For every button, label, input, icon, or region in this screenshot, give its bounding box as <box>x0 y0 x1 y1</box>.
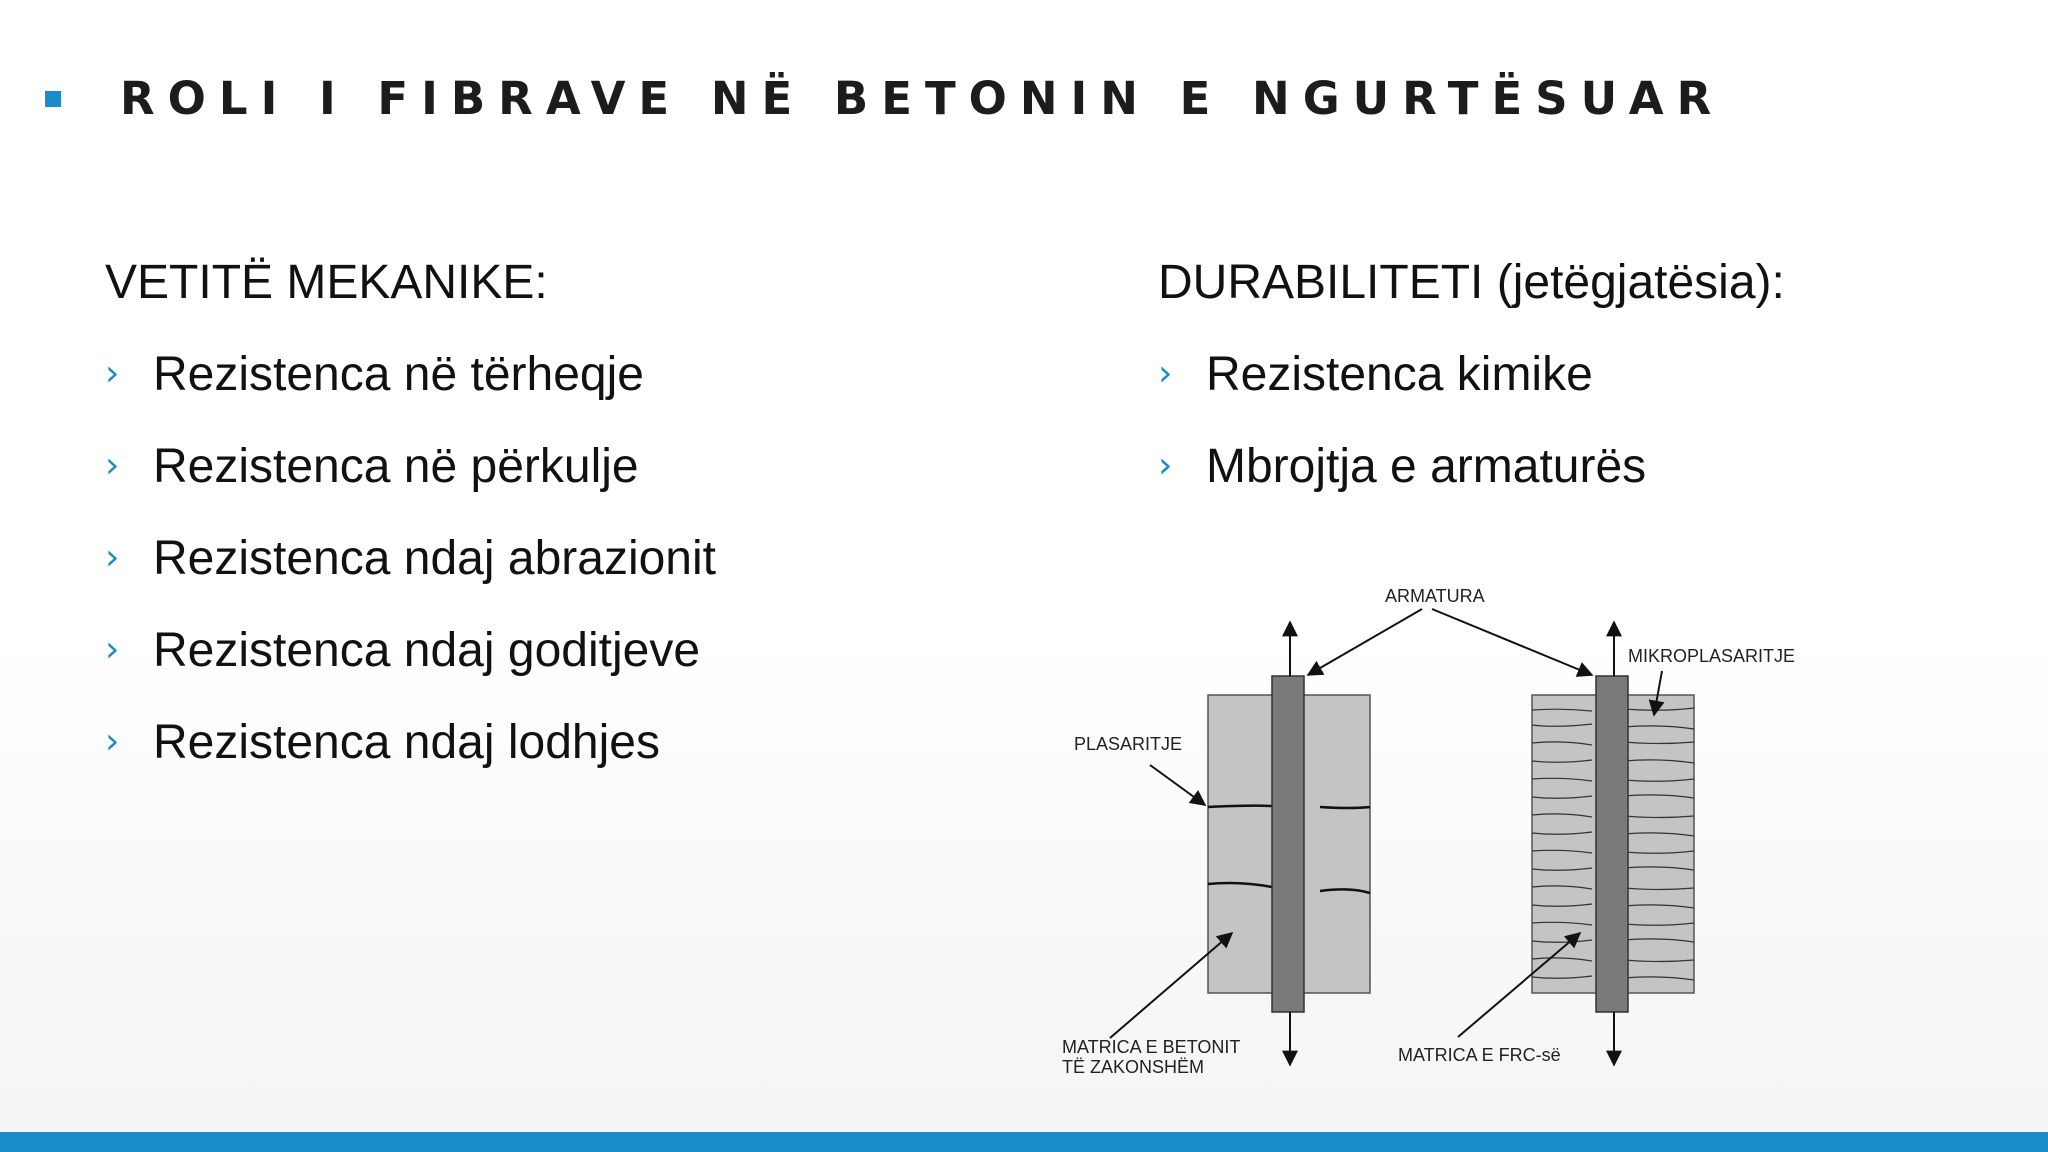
chevron-right-icon: › <box>105 721 120 762</box>
chevron-right-icon: › <box>1158 445 1173 486</box>
crack-comparison-diagram <box>1050 575 1830 1090</box>
rebar <box>1272 676 1304 1012</box>
label-armatura: ARMATURA <box>1385 586 1485 606</box>
label-matrica-betonit-2: TË ZAKONSHËM <box>1062 1057 1205 1077</box>
chevron-right-icon: › <box>105 353 120 394</box>
mechanical-properties-heading: VETITË MEKANIKE: <box>105 256 548 309</box>
rebar <box>1596 676 1628 1012</box>
label-matrica-betonit-1: MATRICA E BETONIT <box>1062 1037 1241 1057</box>
durability-heading: DURABILITETI (jetëgjatësia): <box>1158 256 1785 309</box>
label-plasaritje: PLASARITJE <box>1074 734 1183 754</box>
conventional-concrete-specimen <box>1208 622 1370 1065</box>
chevron-right-icon: › <box>1158 353 1173 394</box>
frc-specimen <box>1532 622 1694 1065</box>
title-bullet-icon <box>45 91 61 107</box>
chevron-right-icon: › <box>105 629 120 670</box>
label-matrica-frc: MATRICA E FRC-së <box>1398 1045 1561 1065</box>
label-mikroplasaritje: MIKROPLASARITJE <box>1628 646 1796 666</box>
chevron-right-icon: › <box>105 445 120 486</box>
slide-title: ROLI I FIBRAVE NË BETONIN E NGURTËSUAR <box>120 72 1725 125</box>
chevron-right-icon: › <box>105 537 120 578</box>
footer-accent-bar <box>0 1132 2048 1152</box>
